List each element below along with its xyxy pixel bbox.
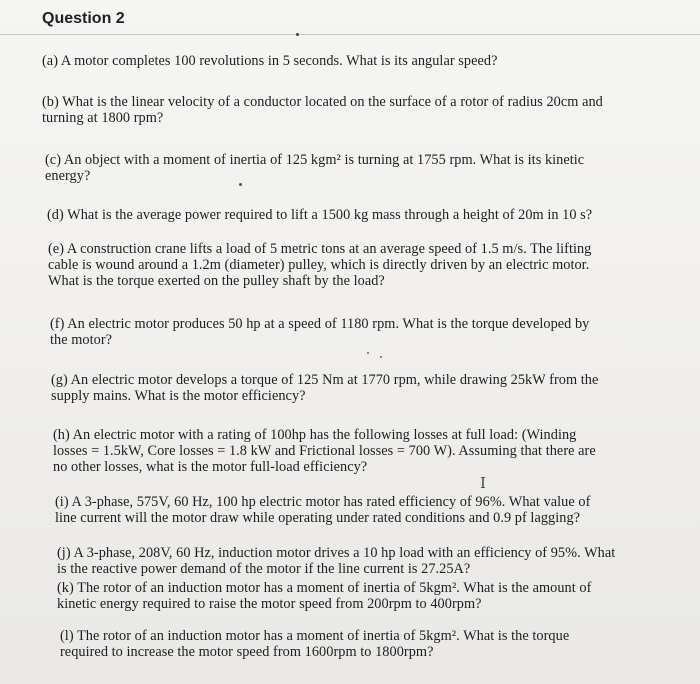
question-line: What is the torque exerted on the pulley shaft by the load?	[48, 273, 385, 289]
question-line: (h) An electric motor with a rating of 100hp has the following losses at full load: (Winding	[53, 427, 577, 443]
question-line: cable is wound around a 1.2m (diameter) pulley, which is directly driven by an electric motor.	[48, 257, 590, 273]
mark-dot	[296, 33, 299, 36]
question-e	[48, 241, 591, 289]
question-line: (i) A 3-phase, 575V, 60 Hz, 100 hp electric motor has rated efficiency of 96%. What value of	[55, 494, 591, 510]
question-i	[55, 494, 590, 526]
question-f	[50, 316, 589, 348]
question-line: supply mains. What is the motor efficiency?	[51, 388, 306, 404]
question-line: (g) An electric motor develops a torque of 125 Nm at 1770 rpm, while drawing 25kW from the	[51, 372, 599, 388]
question-line: no other losses, what is the motor full-load efficiency?	[53, 459, 368, 475]
question-k	[57, 580, 591, 612]
question-line: (j) A 3-phase, 208V, 60 Hz, induction motor drives a 10 hp load with an efficiency of 95%. What	[57, 545, 616, 561]
question-line: turning at 1800 rpm?	[42, 110, 164, 126]
question-b	[42, 94, 603, 126]
question-line: (k) The rotor of an induction motor has a moment of inertia of 5kgm². What is the amount of	[57, 580, 592, 596]
question-d	[47, 207, 592, 223]
question-title: Question 2	[42, 10, 125, 27]
question-j	[57, 545, 615, 577]
question-line: (d) What is the average power required to lift a 1500 kg mass through a height of 20m in 10 s?	[47, 207, 593, 223]
question-line: (e) A construction crane lifts a load of 5 metric tons at an average speed of 1.5 m/s. The lifting	[48, 241, 592, 257]
question-line: energy?	[45, 168, 91, 184]
question-line: required to increase the motor speed from 1600rpm to 1800rpm?	[60, 644, 434, 660]
mark-dot	[380, 356, 382, 358]
question-a	[42, 53, 498, 69]
question-line: the motor?	[50, 332, 113, 348]
question-line: (b) What is the linear velocity of a conductor located on the surface of a rotor of radius 20cm and	[42, 94, 603, 110]
question-line: losses = 1.5kW, Core losses = 1.8 kW and Frictional losses = 700 W). Assuming that there are	[53, 443, 596, 459]
question-line: (a) A motor completes 100 revolutions in 5 seconds. What is its angular speed?	[42, 53, 498, 69]
question-h	[53, 427, 596, 475]
question-line: (l) The rotor of an induction motor has a moment of inertia of 5kgm². What is the torque	[60, 628, 570, 644]
question-line: is the reactive power demand of the motor if the line current is 27.25A?	[57, 561, 471, 577]
mark-dot	[367, 352, 369, 354]
question-line: (f) An electric motor produces 50 hp at a speed of 1180 rpm. What is the torque developed by	[50, 316, 590, 332]
question-g	[51, 372, 598, 404]
question-l	[60, 628, 569, 660]
question-line: (c) An object with a moment of inertia of 125 kgm² is turning at 1755 rpm. What is its kinetic	[45, 152, 585, 168]
title-divider	[0, 34, 700, 35]
question-line: line current will the motor draw while operating under rated conditions and 0.9 pf lagging?	[55, 510, 581, 526]
text-cursor-icon: I	[480, 474, 486, 492]
question-c	[45, 152, 584, 184]
question-line: kinetic energy required to raise the motor speed from 200rpm to 400rpm?	[57, 596, 482, 612]
